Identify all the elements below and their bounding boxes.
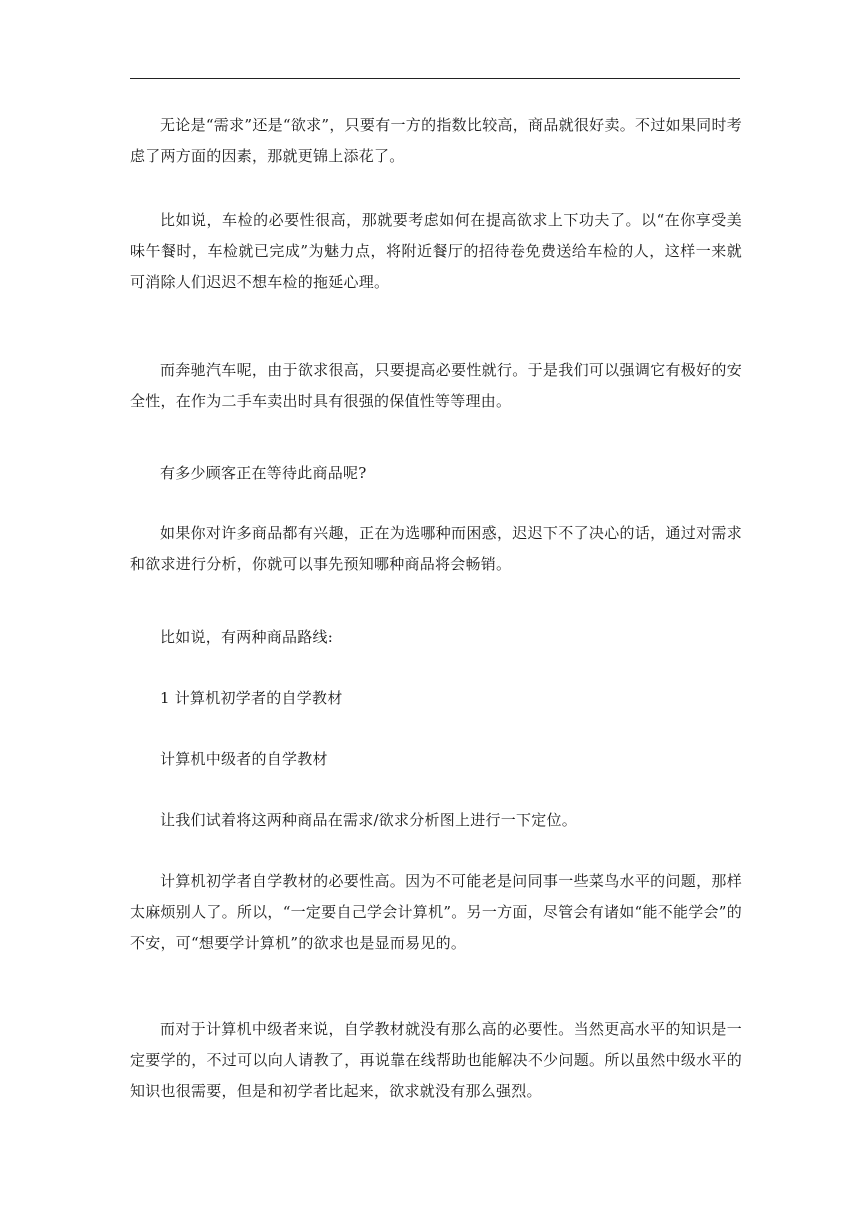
paragraph-3: 而奔驰汽车呢，由于欲求很高，只要提高必要性就行。于是我们可以强调它有极好的安全性，在作为二手车卖出时具有很强的保值性等等理由。: [130, 361, 742, 410]
paragraph-5: 如果你对许多商品都有兴趣，正在为选哪种而困惑，迟迟下不了决心的话，通过对需求和欲求进行分析，你就可以事先预知哪种商品将会畅销。: [130, 524, 742, 573]
paragraph-1: 无论是“需求”还是“欲求”，只要有一方的指数比较高，商品就很好卖。不过如果同时考虑了两方面的因素，那就更锦上添花了。: [130, 116, 742, 165]
paragraph-11: 而对于计算机中级者来说，自学教材就没有那么高的必要性。当然更高水平的知识是一定要学的，不过可以向人请教了，再说靠在线帮助也能解决不少问题。所以虽然中级水平的知识也很需要，但是和初学者比起来，欲求就没有那么强烈。: [130, 1020, 742, 1100]
paragraph-9: 让我们试着将这两种商品在需求/欲求分析图上进行一下定位。: [160, 811, 578, 829]
paragraph-6: 比如说，有两种商品路线:: [160, 628, 334, 646]
header-rule: [130, 78, 740, 79]
paragraph-7: 1 计算机初学者的自学教材: [160, 689, 343, 707]
paragraph-2: 比如说，车检的必要性很高，那就要考虑如何在提高欲求上下功夫了。以“在你享受美味午餐时，车检就已完成”为魅力点，将附近餐厅的招待卷免费送给车检的人，这样一来就可消除人们迟迟不想车检的拖延心理。: [130, 211, 742, 291]
paragraph-8: 计算机中级者的自学教材: [160, 750, 328, 768]
paragraph-10: 计算机初学者自学教材的必要性高。因为不可能老是问同事一些菜鸟水平的问题，那样太麻烦别人了。所以，“一定要自己学会计算机”。另一方面，尽管会有诸如“能不能学会”的不安，可“想要学计算机”的欲求也是显而易见的。: [130, 872, 742, 952]
paragraph-4: 有多少顾客正在等待此商品呢?: [160, 464, 367, 482]
